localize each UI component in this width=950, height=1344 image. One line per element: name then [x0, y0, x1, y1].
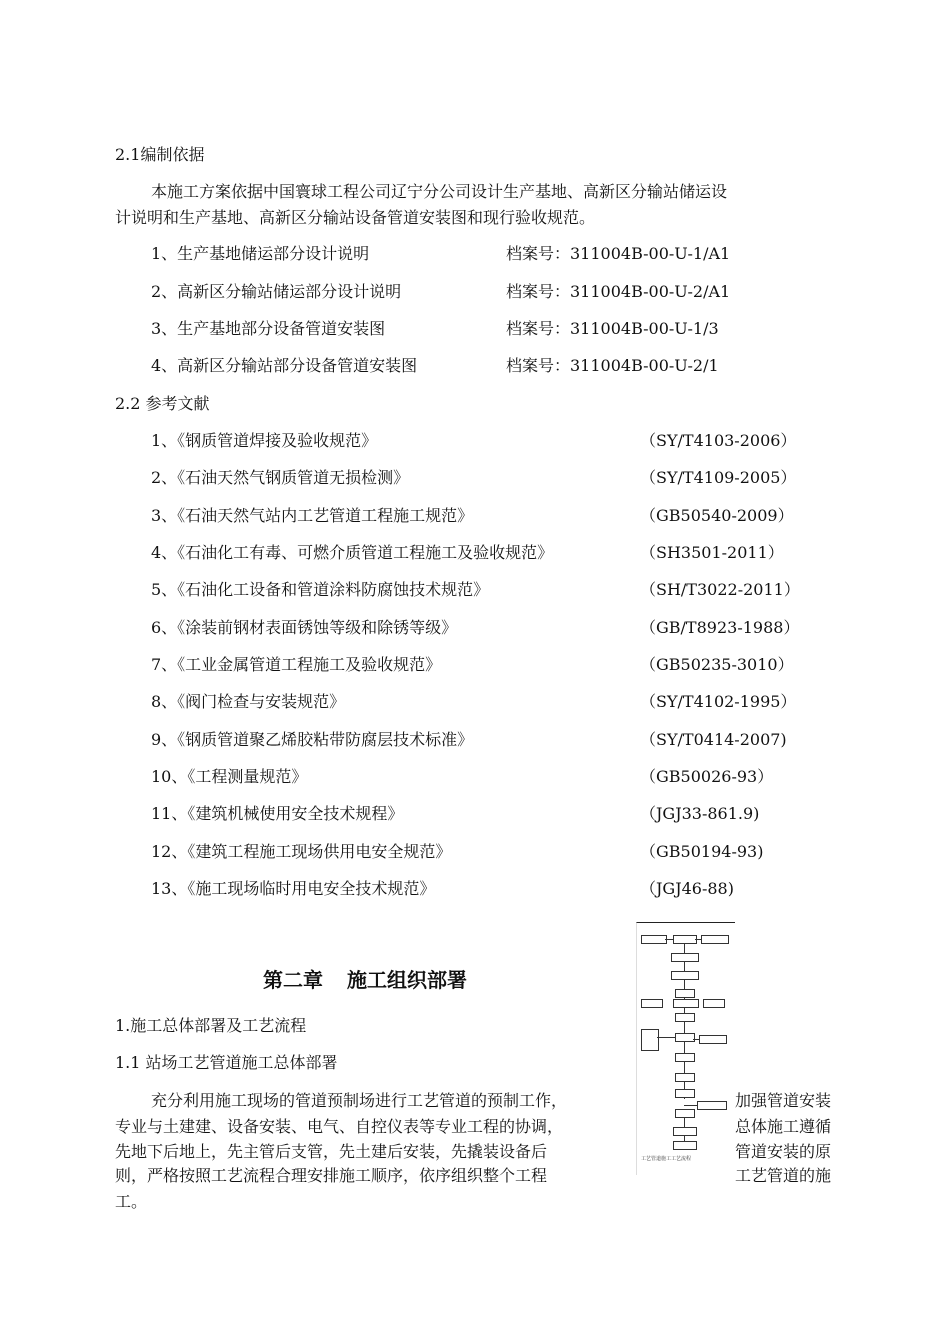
flow-node — [675, 1073, 695, 1082]
paragraph-line-right: 管道安装的原 — [735, 1142, 832, 1161]
flow-node — [675, 1013, 695, 1022]
reference-item: 2、《石油天然气钢质管道无损检测》 — [151, 468, 410, 487]
paragraph-line-right: 加强管道安装 — [735, 1091, 832, 1110]
reference-code: （GB50540-2009） — [640, 506, 794, 525]
reference-item: 7、《工业金属管道工程施工及验收规范》 — [151, 655, 442, 674]
list-item: 4、高新区分输站部分设备管道安装图 — [151, 356, 418, 375]
reference-item: 12、《建筑工程施工现场供用电安全规范》 — [151, 842, 452, 861]
flow-node — [675, 1109, 695, 1118]
flow-connector — [684, 1117, 685, 1127]
flow-node — [675, 1053, 695, 1062]
reference-code: （GB50235-3010） — [640, 655, 794, 674]
chapter-name: 施工组织部署 — [347, 968, 467, 992]
flow-node — [673, 999, 699, 1008]
flow-connector — [684, 979, 685, 989]
chapter-title — [263, 964, 467, 993]
reference-code: （SY/T4103-2006） — [640, 431, 797, 450]
reference-item: 8、《阀门检查与安装规范》 — [151, 692, 346, 711]
list-item: 1、生产基地储运部分设计说明 — [151, 244, 370, 263]
reference-code: （SY/T0414-2007) — [640, 730, 787, 749]
flow-connector — [693, 1039, 699, 1040]
section-heading-2-2: 2.2 参考文献 — [115, 394, 210, 413]
paragraph-line: 充分利用施工现场的管道预制场进行工艺管道的预制工作， — [151, 1091, 568, 1110]
reference-code: （GB50194-93) — [640, 842, 764, 861]
flow-node — [675, 1033, 695, 1042]
reference-code: （SY/T4109-2005） — [640, 468, 797, 487]
paragraph-line: 先地下后地上，先主管后支管，先土建后安装，先撬装设备后 — [115, 1142, 548, 1161]
reference-item: 9、《钢质管道聚乙烯胶粘带防腐层技术标准》 — [151, 730, 474, 749]
flow-node — [675, 989, 695, 998]
reference-code: （GB/T8923-1988） — [640, 618, 800, 637]
archive-code: 档案号：311004B-00-U-2/A1 — [506, 282, 731, 301]
flow-connector — [695, 939, 701, 940]
reference-code: （JGJ33-861.9) — [640, 804, 760, 823]
flow-node — [673, 1141, 697, 1150]
chapter-number: 第二章 — [263, 968, 323, 992]
archive-code: 档案号：311004B-00-U-2/1 — [506, 356, 719, 375]
flow-node — [699, 1035, 727, 1044]
flow-node — [673, 935, 697, 944]
flow-node — [641, 1029, 659, 1051]
paragraph-line: 本施工方案依据中国寰球工程公司辽宁分公司设计生产基地、高新区分输站储运设 — [151, 182, 728, 201]
paragraph-line: 计说明和生产基地、高新区分输站设备管道安装图和现行验收规范。 — [115, 208, 596, 227]
reference-code: （JGJ46-88) — [640, 879, 734, 898]
paragraph-line-right: 总体施工遵循 — [735, 1117, 832, 1136]
flow-node — [641, 935, 667, 944]
flow-node — [697, 1101, 727, 1110]
reference-code: （GB50026-93） — [640, 767, 774, 786]
flow-connector — [684, 961, 685, 971]
flow-node — [673, 1127, 697, 1136]
flow-node — [675, 1089, 695, 1098]
process-flowchart-figure — [636, 922, 735, 1175]
reference-item: 13、《施工现场临时用电安全技术规范》 — [151, 879, 436, 898]
reference-code: （SH/T3022-2011） — [640, 580, 800, 599]
flow-connector — [665, 939, 673, 940]
flow-connector — [684, 1105, 697, 1106]
section-heading-1-1: 1.1 站场工艺管道施工总体部署 — [115, 1053, 338, 1072]
reference-code: （SY/T4102-1995） — [640, 692, 797, 711]
list-item: 2、高新区分输站储运部分设计说明 — [151, 282, 402, 301]
flow-node — [641, 999, 663, 1008]
archive-code: 档案号：311004B-00-U-1/A1 — [506, 244, 731, 263]
flow-node — [671, 971, 699, 980]
reference-item: 3、《石油天然气站内工艺管道工程施工规范》 — [151, 506, 474, 525]
flow-node — [703, 999, 725, 1008]
paragraph-line: 则，严格按照工艺流程合理安排施工顺序，依序组织整个工程 — [115, 1166, 548, 1185]
flow-node — [671, 953, 699, 962]
archive-code: 档案号：311004B-00-U-1/3 — [506, 319, 719, 338]
section-heading-1: 1.施工总体部署及工艺流程 — [115, 1016, 307, 1035]
reference-item: 1、《钢质管道焊接及验收规范》 — [151, 431, 378, 450]
reference-item: 11、《建筑机械使用安全技术规程》 — [151, 804, 404, 823]
figure-caption: 工艺管道施工工艺流程 — [641, 1156, 692, 1162]
list-item: 3、生产基地部分设备管道安装图 — [151, 319, 386, 338]
reference-item: 5、《石油化工设备和管道涂料防腐蚀技术规范》 — [151, 580, 490, 599]
flow-connector — [684, 943, 685, 953]
reference-code: （SH3501-2011） — [640, 543, 784, 562]
paragraph-line: 工。 — [115, 1192, 148, 1211]
reference-item: 10、《工程测量规范》 — [151, 767, 308, 786]
section-heading-2-1: 2.1编制依据 — [115, 145, 205, 164]
flow-node — [701, 935, 729, 944]
paragraph-line: 专业与土建建、设备安装、电气、自控仪表等专业工程的协调， — [115, 1117, 564, 1136]
reference-item: 6、《涂装前钢材表面锈蚀等级和除锈等级》 — [151, 618, 458, 637]
reference-item: 4、《石油化工有毒、可燃介质管道工程施工及验收规范》 — [151, 543, 554, 562]
paragraph-line-right: 工艺管道的施 — [735, 1166, 832, 1185]
